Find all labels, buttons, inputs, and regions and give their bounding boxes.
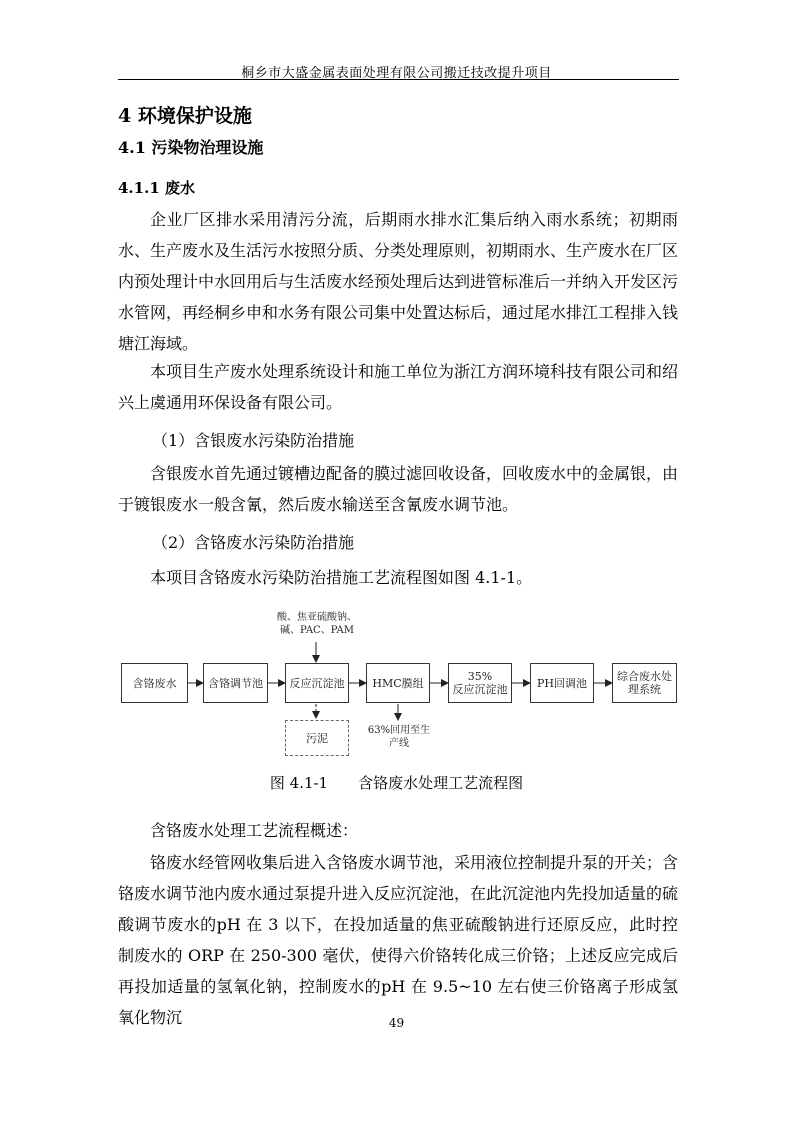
paragraph-contractor: 本项目生产废水处理系统设计和施工单位为浙江方润环境科技有限公司和绍兴上虞通用环保设备有限公司。 [118, 362, 679, 412]
subsection-heading: 4.1.1 废水 [118, 179, 195, 197]
chapter-heading: 4 环境保护设施 [118, 105, 252, 127]
figure-number: 图 4.1-1 [269, 774, 329, 792]
reuse-text: 63%回用至生 产线 [367, 725, 431, 749]
reagents-text: 酸、焦亚硫酸钠、 碱、PAC、PAM [277, 612, 357, 636]
figure-title: 含铬废水处理工艺流程图 [358, 774, 524, 792]
box-35-reaction-sedimentation: 35% 反应沉淀池 [448, 663, 512, 703]
reagents-label [272, 611, 362, 637]
box-hmc-membrane: HMC膜组 [366, 663, 430, 703]
item-silver-heading: （1）含银废水污染防治措施 [152, 431, 355, 450]
reuse-label [358, 724, 440, 750]
box-sludge: 污泥 [285, 720, 349, 756]
paragraph-process: 铬废水经管网收集后进入含铬废水调节池，采用液位控制提升泵的开关；含铬废水调节池内废水通过泵提升进入反应沉淀池，在此沉淀池内先投加适量的硫酸调节废水的pH 在 3 以下，在投加适量的焦亚硫酸钠进行还原反应，此时控制废水的 ORP 在 250-300 毫伏，使得六价铬转化成三价铬；上述反应完成后再投加适量的氢氧化钠，控制废水的pH 在 9.5~10 左右使三价铬离子形成氢氧化物沉 [118, 853, 679, 1027]
box-ph-adjust: PH回调池 [530, 663, 594, 703]
box-comprehensive-treatment: 综合废水处理系统 [612, 663, 677, 703]
item-chrome-heading: （2）含铬废水污染防治措施 [152, 533, 355, 552]
box-chrome-equalization: 含铬调节池 [203, 663, 268, 703]
paragraph-silver: 含银废水首先通过镀槽边配备的膜过滤回收设备，回收废水中的金属银，由于镀银废水一般含氰，然后废水输送至含氰废水调节池。 [118, 464, 679, 514]
paragraph-drainage: 企业厂区排水采用清污分流，后期雨水排水汇集后纳入雨水系统；初期雨水、生产废水及生活污水按照分质、分类处理原则，初期雨水、生产废水在厂区内预处理计中水回用后与生活废水经预处理后达到进管标准后一并纳入开发区污水管网，再经桐乡申和水务有限公司集中处置达标后，通过尾水排江工程排入钱塘江海域。 [118, 210, 679, 353]
paragraph-figure-ref: 本项目含铬废水污染防治措施工艺流程图如图 4.1-1。 [150, 568, 533, 587]
section-heading: 4.1 污染物治理设施 [118, 138, 264, 157]
paragraph-overview-title: 含铬废水处理工艺流程概述： [150, 821, 359, 840]
page-number: 49 [388, 1016, 405, 1030]
box-chrome-wastewater: 含铬废水 [121, 663, 188, 703]
running-header: 桐乡市大盛金属表面处理有限公司搬迁技改提升项目 [241, 66, 552, 81]
box-reaction-sedimentation: 反应沉淀池 [285, 663, 349, 703]
figure-caption [0, 772, 793, 793]
